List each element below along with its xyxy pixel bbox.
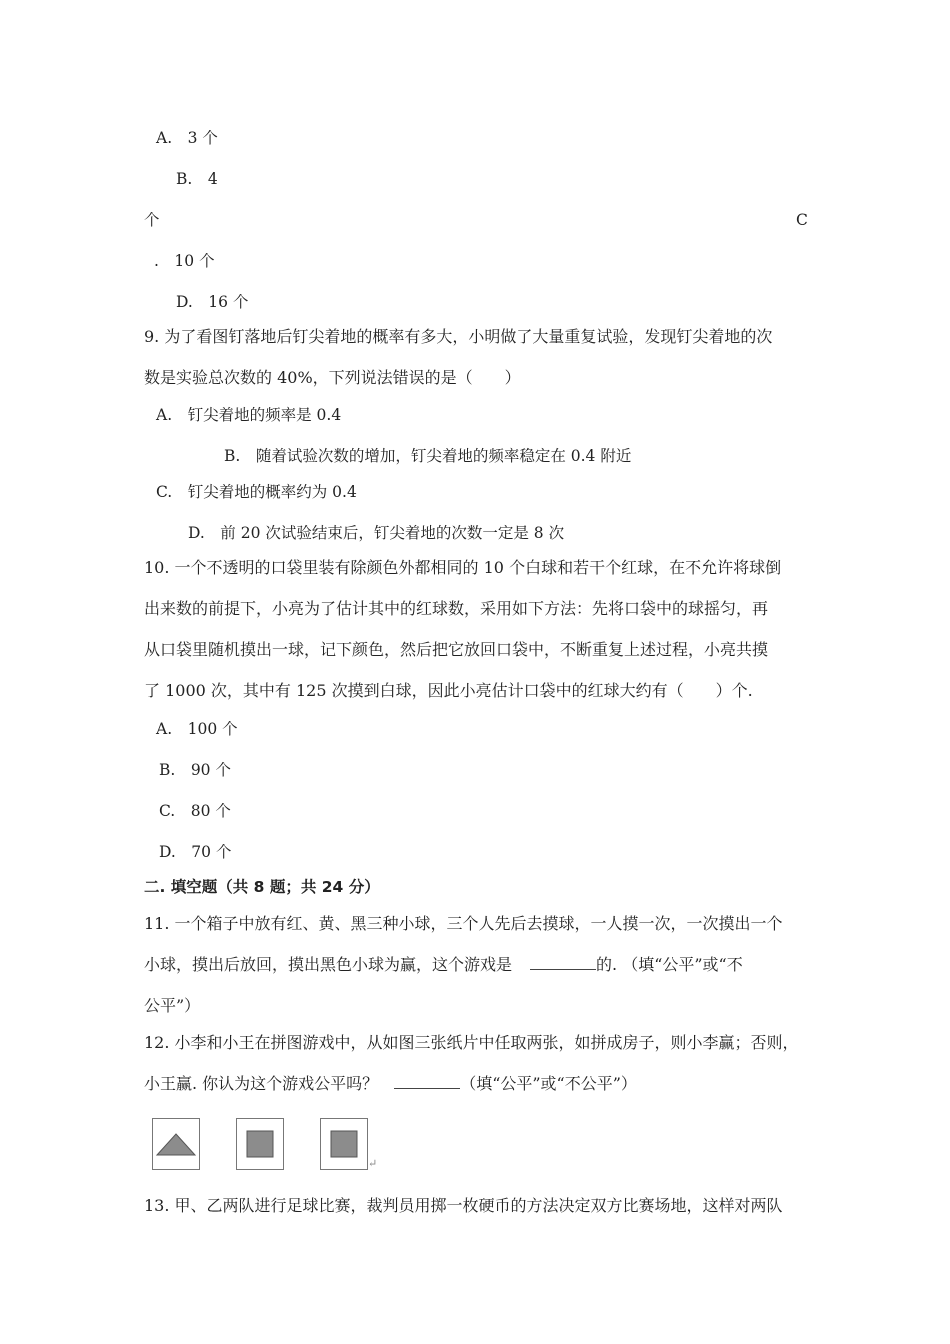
q13-stem-line1: 13. 甲、乙两队进行足球比赛，裁判员用掷一枚硬币的方法决定双方比赛场地，这样对两队: [144, 1196, 783, 1215]
q12-answer-blank[interactable]: [394, 1074, 460, 1089]
q11-line2-text: 小球，摸出后放回，摸出黑色小球为赢，这个游戏是: [144, 955, 513, 974]
q8-option-c-letter: C: [796, 211, 808, 229]
q8-option-d: D. 16 个: [176, 293, 249, 311]
q11-answer-blank[interactable]: [530, 955, 596, 970]
paper-card-square-1: [236, 1118, 284, 1170]
q11-stem-line2: [144, 955, 743, 975]
q12-stem-line1: 12. 小李和小王在拼图游戏中，从如图三张纸片中任取两张，如拼成房子，则小李赢；否则，: [144, 1033, 799, 1052]
q9-option-a: A. 钉尖着地的频率是 0.4: [156, 406, 342, 424]
q9-option-d: D. 前 20 次试验结束后，钉尖着地的次数一定是 8 次: [188, 524, 565, 542]
q10-option-b: B. 90 个: [159, 761, 231, 779]
section-heading-fill-in: 二. 填空题（共 8 题；共 24 分）: [144, 878, 380, 896]
q8-option-a: A. 3 个: [156, 129, 218, 147]
q12-stem-line2: [144, 1074, 637, 1094]
q8-option-c-wrap: . 10 个: [154, 252, 215, 270]
q9-option-c: C. 钉尖着地的概率约为 0.4: [156, 483, 357, 501]
q9-option-b: B. 随着试验次数的增加，钉尖着地的频率稳定在 0.4 附近: [224, 447, 632, 465]
q11-line2-tail: 的. （填“公平”或“不: [596, 955, 743, 974]
q12-line2-tail: （填“公平”或“不公平”）: [460, 1074, 637, 1093]
q10-stem-line1: 10. 一个不透明的口袋里装有除颜色外都相同的 10 个白球和若干个红球，在不允许将球倒: [144, 558, 782, 577]
q10-option-a: A. 100 个: [156, 720, 238, 738]
q9-stem-line1: 9. 为了看图钉落地后钉尖着地的概率有多大，小明做了大量重复试验，发现钉尖着地的次: [144, 327, 773, 346]
square-shape-2: [321, 1119, 367, 1169]
paragraph-return-mark: ↵: [368, 1157, 378, 1170]
q10-stem-line2: 出来数的前提下，小亮为了估计其中的红球数，采用如下方法：先将口袋中的球摇匀，再: [144, 599, 769, 618]
q11-stem-line3: 公平”）: [144, 996, 201, 1015]
q8-option-b: B. 4: [176, 170, 218, 188]
q10-option-d: D. 70 个: [159, 843, 232, 861]
paper-card-square-2: [320, 1118, 368, 1170]
q12-line2-text: 小王赢. 你认为这个游戏公平吗？: [144, 1074, 379, 1093]
q11-stem-line1: 11. 一个箱子中放有红、黄、黑三种小球，三个人先后去摸球，一人摸一次，一次摸出一个: [144, 914, 783, 933]
q9-stem-line2: 数是实验总次数的 40%，下列说法错误的是（ ）: [144, 368, 521, 387]
q8-option-b-wrap: 个: [144, 211, 160, 229]
square-shape-1: [237, 1119, 283, 1169]
q10-stem-line4: 了 1000 次，其中有 125 次摸到白球，因此小亮估计口袋中的红球大约有（ ）个.: [144, 681, 753, 700]
q10-stem-line3: 从口袋里随机摸出一球，记下颜色，然后把它放回口袋中，不断重复上述过程，小亮共摸: [144, 640, 769, 659]
paper-card-triangle: [152, 1118, 200, 1170]
q10-option-c: C. 80 个: [159, 802, 231, 820]
triangle-shape: [153, 1119, 199, 1169]
